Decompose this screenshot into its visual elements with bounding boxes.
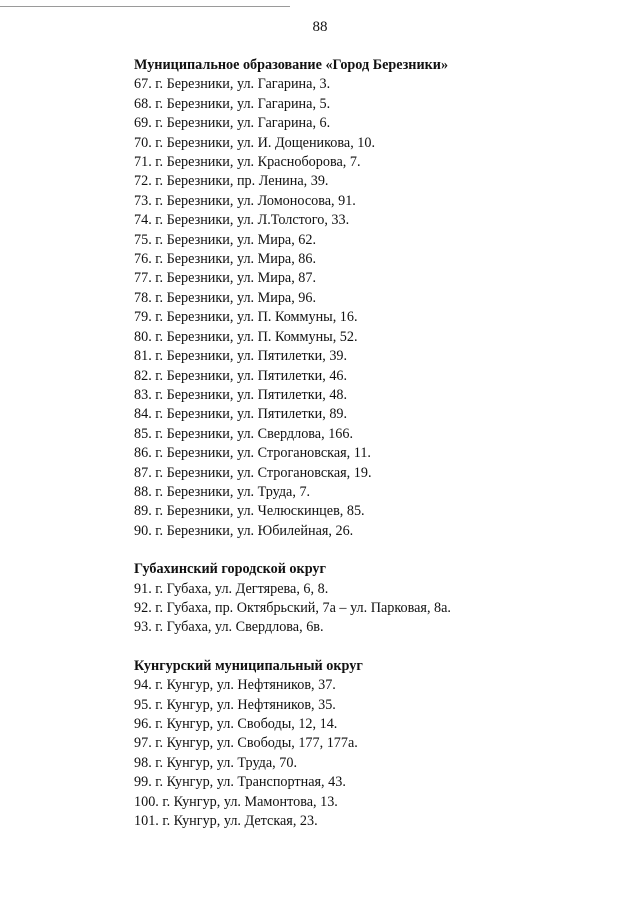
section-title: Муниципальное образование «Город Березники» [134,57,449,73]
list-item: 98. г. Кунгур, ул. Труда, 70. [134,754,297,771]
list-item: 100. г. Кунгур, ул. Мамонтова, 13. [134,793,338,810]
list-item: 88. г. Березники, ул. Труда, 7. [134,483,311,500]
list-item: 67. г. Березники, ул. Гагарина, 3. [134,76,331,93]
list-item: 96. г. Кунгур, ул. Свободы, 12, 14. [134,716,338,732]
list-item: 90. г. Березники, ул. Юбилейная, 26. [134,522,354,539]
list-item: 85. г. Березники, ул. Свердлова, 166. [134,425,354,442]
section-gubakha [134,560,614,638]
document-body [134,56,614,831]
list-item: 71. г. Березники, ул. Красноборова, 7. [134,154,361,171]
list-item: 97. г. Кунгур, ул. Свободы, 177, 177а. [134,735,358,752]
list-item: 86. г. Березники, ул. Строгановская, 11. [134,445,371,462]
section-kungur [134,657,614,832]
list-item: 83. г. Березники, ул. Пятилетки, 48. [134,386,348,403]
list-item: 87. г. Березники, ул. Строгановская, 19. [134,464,372,481]
list-item: 72. г. Березники, пр. Ленина, 39. [134,173,329,190]
list-item: 80. г. Березники, ул. П. Коммуны, 52. [134,328,358,345]
list-item: 94. г. Кунгур, ул. Нефтяников, 37. [134,677,336,694]
list-item: 89. г. Березники, ул. Челюскинцев, 85. [134,503,365,520]
list-item: 73. г. Березники, ул. Ломоносова, 91. [134,192,356,209]
section-title: Кунгурский муниципальный округ [134,657,363,674]
list-item: 101. г. Кунгур, ул. Детская, 23. [134,813,318,830]
list-item: 78. г. Березники, ул. Мира, 96. [134,289,317,306]
list-item: 95. г. Кунгур, ул. Нефтяников, 35. [134,696,336,713]
list-item: 76. г. Березники, ул. Мира, 86. [134,251,317,268]
list-item: 68. г. Березники, ул. Гагарина, 5. [134,95,331,112]
top-rule [0,6,290,7]
list-item: 81. г. Березники, ул. Пятилетки, 39. [134,348,348,365]
list-item: 79. г. Березники, ул. П. Коммуны, 16. [134,309,358,326]
section-title: Губахинский городской округ [134,561,326,578]
list-item: 75. г. Березники, ул. Мира, 62. [134,231,317,248]
list-item: 84. г. Березники, ул. Пятилетки, 89. [134,406,348,423]
list-item: 69. г. Березники, ул. Гагарина, 6. [134,115,331,132]
list-item: 93. г. Губаха, ул. Свердлова, 6в. [134,619,324,636]
list-item: 74. г. Березники, ул. Л.Толстого, 33. [134,212,350,229]
list-item: 70. г. Березники, ул. И. Дощеникова, 10. [134,134,376,151]
section-bereznikі [134,56,614,541]
list-item: 77. г. Березники, ул. Мира, 87. [134,270,317,287]
list-item: 92. г. Губаха, пр. Октябрьский, 7а – ул. Парковая, 8а. [134,599,451,616]
page-number: 88 [312,19,328,35]
list-item: 99. г. Кунгур, ул. Транспортная, 43. [134,774,346,791]
list-item: 91. г. Губаха, ул. Дегтярева, 6, 8. [134,580,329,597]
list-item: 82. г. Березники, ул. Пятилетки, 46. [134,367,348,384]
